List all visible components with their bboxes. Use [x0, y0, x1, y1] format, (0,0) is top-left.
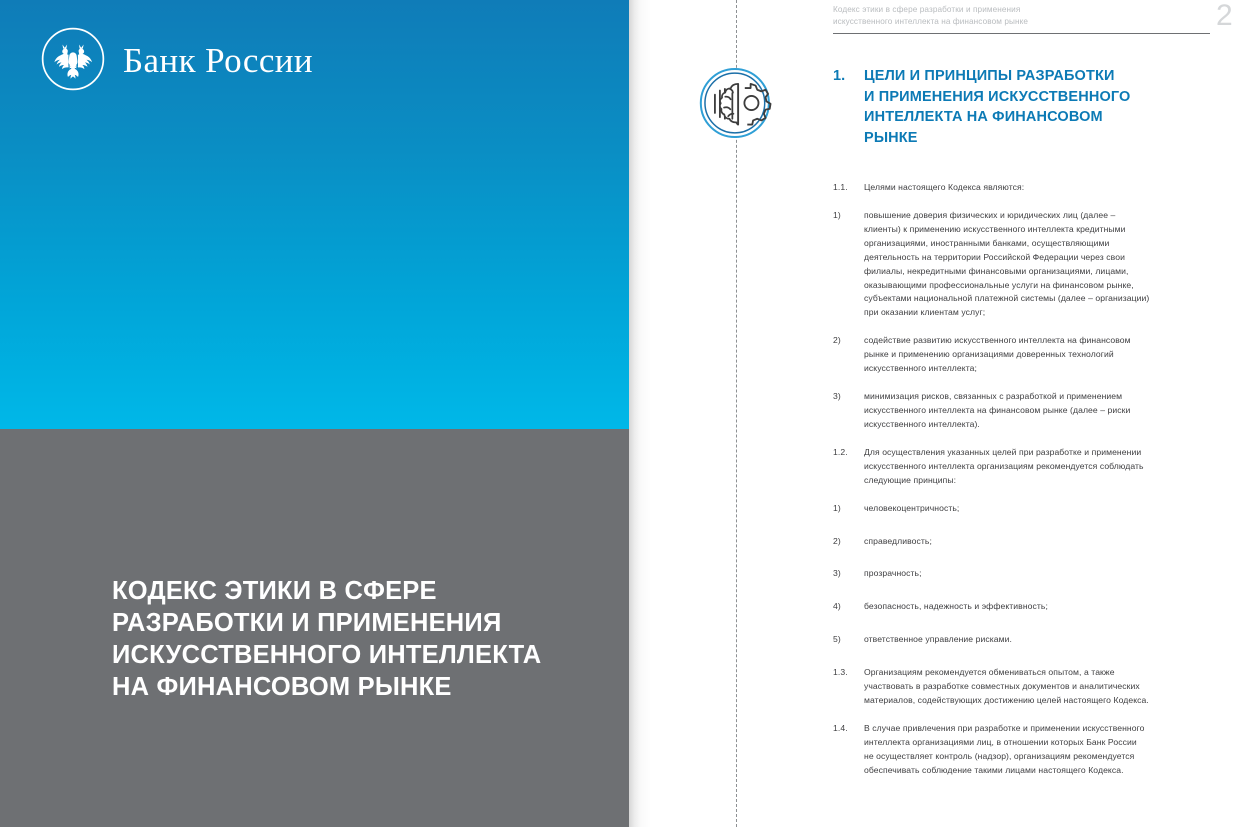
paragraph-text	[864, 446, 1242, 488]
paragraph-line: участвовать в разработке совместных документов и аналитических	[864, 681, 1140, 692]
running-head-rule	[833, 33, 1210, 34]
paragraph-line: повышение доверия физических и юридических лиц (далее –	[864, 209, 1116, 220]
paragraph-marker: 1)	[833, 502, 841, 513]
section-title-line: И ПРИМЕНЕНИЯ ИСКУССТВЕННОГО	[864, 88, 1131, 105]
paragraph-line: интеллекта организациями лиц, в отношении которых Банк России	[864, 736, 1137, 747]
paragraph-marker: 1.1.	[833, 182, 848, 192]
paragraph-line: Организациям рекомендуется обмениваться опытом, а также	[864, 667, 1115, 678]
paragraph-line: субъектами национальной платежной системы (далее – организации)	[864, 293, 1150, 304]
paragraph-text	[864, 502, 1242, 516]
section-title	[864, 66, 1131, 148]
paragraph	[833, 722, 1242, 778]
paragraph	[833, 209, 1242, 320]
double-headed-eagle-emblem	[40, 26, 106, 92]
paragraph-marker: 2)	[833, 335, 841, 346]
paragraph	[833, 567, 1242, 581]
paragraph-marker: 1.3.	[833, 667, 848, 678]
cover-page	[0, 0, 629, 827]
running-head-line: искусственного интеллекта на финансовом рынке	[833, 16, 1029, 26]
paragraph-marker: 3)	[833, 568, 841, 579]
paragraph-line: прозрачность;	[864, 568, 922, 579]
section-title-line: РЫНКЕ	[864, 129, 918, 146]
paragraph-text	[864, 722, 1242, 778]
paragraph-text	[864, 666, 1242, 708]
paragraph-text	[864, 181, 1242, 195]
paragraph-marker: 1)	[833, 209, 841, 220]
cover-title	[112, 575, 617, 704]
page-gutter-shadow	[629, 0, 651, 827]
paragraph-text	[864, 567, 1242, 581]
paragraph-marker: 3)	[833, 391, 841, 402]
cover-title-line: РАЗРАБОТКИ И ПРИМЕНЕНИЯ	[112, 609, 502, 638]
cover-title-line: НА ФИНАНСОВОМ РЫНКЕ	[112, 673, 452, 702]
paragraph-marker: 1.2.	[833, 446, 848, 457]
paragraph-line: Для осуществления указанных целей при разработке и применении	[864, 446, 1142, 457]
section-title-line: ЦЕЛИ И ПРИНЦИПЫ РАЗРАБОТКИ	[864, 68, 1115, 84]
paragraph-text	[864, 209, 1242, 320]
paragraph	[833, 446, 1242, 488]
logo-wordmark: Банк России	[123, 40, 314, 80]
paragraph	[833, 633, 1242, 647]
paragraph-marker: 2)	[833, 535, 841, 546]
paragraph-line: содействие развитию искусственного интеллекта на финансовом	[864, 335, 1131, 346]
paragraph	[833, 390, 1242, 432]
paragraph	[833, 600, 1242, 614]
paragraph-line: искусственного интеллекта организациям рекомендуется соблюдать	[864, 460, 1144, 471]
body-column	[833, 181, 1242, 778]
paragraph-line: организациями, иностранными банками, осуществляющими	[864, 237, 1110, 248]
paragraph-text	[864, 390, 1242, 432]
paragraph-line: искусственного интеллекта).	[864, 418, 980, 429]
paragraph-line: минимизация рисков, связанных с разработкой и применением	[864, 391, 1123, 402]
paragraph-line: следующие принципы:	[864, 474, 957, 485]
section-number: 1.	[833, 68, 846, 84]
paragraph-line: филиалы, некредитными финансовыми организациями, лицами,	[864, 265, 1129, 276]
paragraph-line: искусственного интеллекта на финансовом рынке (далее – риски	[864, 404, 1131, 415]
running-head	[833, 4, 1210, 27]
paragraph-marker: 1.4.	[833, 722, 848, 733]
section-title-line: ИНТЕЛЛЕКТА НА ФИНАНСОВОМ	[864, 109, 1103, 126]
paragraph-line: при оказании клиентам услуг;	[864, 307, 986, 318]
paragraph-line: справедливость;	[864, 535, 932, 546]
paragraph-line: ответственное управление рисками.	[864, 634, 1012, 645]
paragraph-line: В случае привлечения при разработке и применении искусственного	[864, 722, 1145, 733]
paragraph	[833, 181, 1242, 195]
paragraph-line: клиенты) к применению искусственного интеллекта кредитными	[864, 223, 1126, 234]
paragraph-line: оказывающими профессиональные услуги на финансовом рынке,	[864, 279, 1134, 290]
paragraph	[833, 666, 1242, 708]
ai-brain-gear-icon	[695, 63, 778, 143]
paragraph-line: искусственного интеллекта;	[864, 363, 977, 374]
bank-of-russia-logo	[40, 26, 313, 92]
paragraph-line: Целями настоящего Кодекса являются:	[864, 182, 1025, 192]
content-page	[651, 0, 1259, 827]
paragraph-text	[864, 334, 1242, 376]
paragraph	[833, 535, 1242, 549]
paragraph-line: деятельность на территории Российской Федерации через свои	[864, 251, 1125, 262]
paragraph	[833, 334, 1242, 376]
paragraph-marker: 5)	[833, 634, 841, 645]
page-number: 2	[1216, 0, 1233, 32]
cover-title-line: КОДЕКС ЭТИКИ В СФЕРЕ	[112, 577, 437, 605]
paragraph-marker: 4)	[833, 601, 841, 612]
paragraph-line: не осуществляет контроль (надзор), организациям рекомендуется	[864, 750, 1135, 761]
running-head-line: Кодекс этики в сфере разработки и применения	[833, 5, 1021, 14]
paragraph-text	[864, 633, 1242, 647]
paragraph-line: материалов, содействующих достижению целей настоящего Кодекса.	[864, 695, 1149, 706]
paragraph-line: безопасность, надежность и эффективность;	[864, 601, 1048, 612]
section-heading	[833, 66, 1233, 148]
paragraph-line: рынке и применению организациями доверенных технологий	[864, 349, 1114, 360]
paragraph	[833, 502, 1242, 516]
cover-title-line: ИСКУССТВЕННОГО ИНТЕЛЛЕКТА	[112, 641, 542, 670]
paragraph-text	[864, 535, 1242, 549]
paragraph-line: обеспечивать соблюдение такими лицами настоящего Кодекса.	[864, 764, 1124, 775]
paragraph-line: человекоцентричность;	[864, 502, 960, 513]
paragraph-text	[864, 600, 1242, 614]
